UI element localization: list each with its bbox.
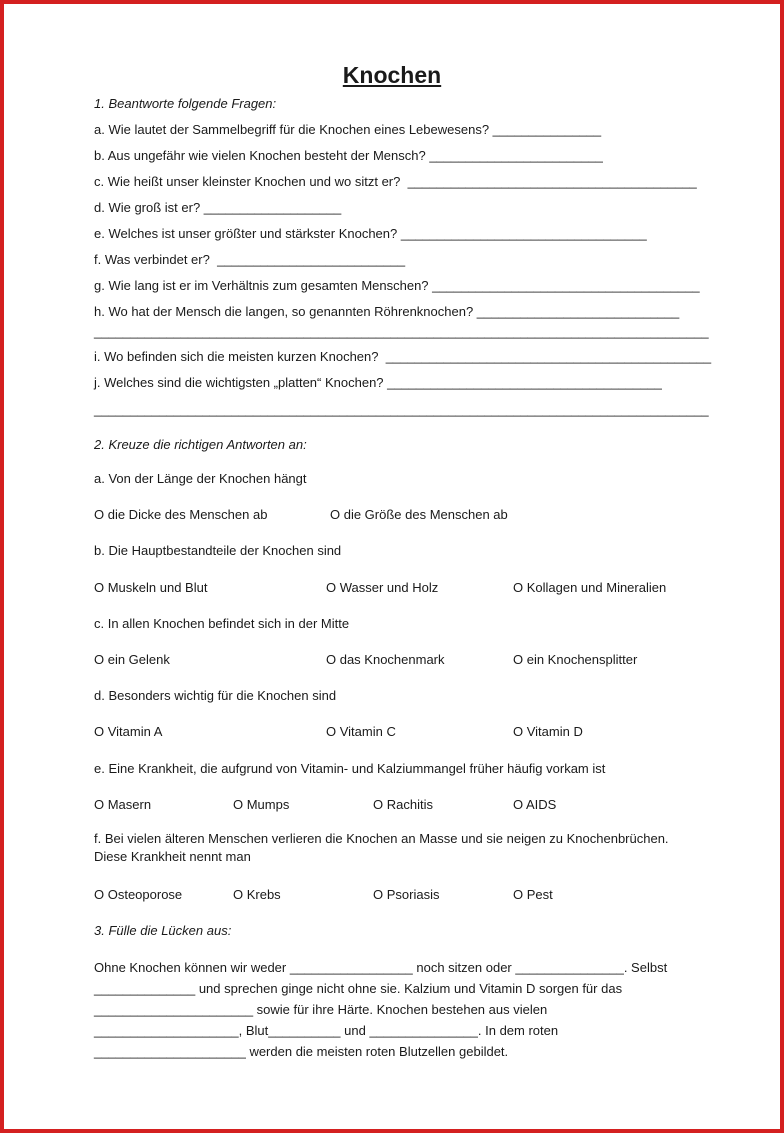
question-1b: b. Aus ungefähr wie vielen Knochen besteht der Mensch? ________________________ [94, 148, 603, 163]
question-2f: f. Bei vielen älteren Menschen verlieren die Knochen an Masse und sie neigen zu Knochenbrüchen. Diese Krankheit nennt man [94, 831, 669, 864]
option-2c-1[interactable]: O ein Gelenk [94, 652, 170, 667]
option-2e-4[interactable]: O AIDS [513, 797, 557, 812]
question-1c: c. Wie heißt unser kleinster Knochen und wo sitzt er? ________________________________________ [94, 174, 697, 189]
option-2c-3[interactable]: O ein Knochensplitter [513, 652, 638, 667]
question-1e: e. Welches ist unser größter und stärkster Knochen? __________________________________ [94, 226, 647, 241]
option-2f-3[interactable]: O Psoriasis [373, 887, 440, 902]
option-2b-3[interactable]: O Kollagen und Mineralien [513, 580, 667, 595]
option-2e-1[interactable]: O Masern [94, 797, 152, 812]
option-2d-1[interactable]: O Vitamin A [94, 724, 163, 739]
question-2e: e. Eine Krankheit, die aufgrund von Vitamin- und Kalziummangel früher häufig vorkam ist [94, 761, 606, 776]
question-2a: a. Von der Länge der Knochen hängt [94, 471, 307, 486]
section-1-heading: 1. Beantworte folgende Fragen: [94, 96, 277, 111]
option-2f-2[interactable]: O Krebs [233, 887, 281, 902]
question-1d: d. Wie groß ist er? ___________________ [94, 200, 342, 215]
question-2b: b. Die Hauptbestandteile der Knochen sind [94, 543, 342, 558]
option-2b-2[interactable]: O Wasser und Holz [326, 580, 439, 595]
question-1g: g. Wie lang ist er im Verhältnis zum gesamten Menschen? _____________________________________ [94, 278, 700, 293]
option-2f-1[interactable]: O Osteoporose [94, 887, 183, 902]
option-2e-2[interactable]: O Mumps [233, 797, 290, 812]
option-2c-2[interactable]: O das Knochenmark [326, 652, 445, 667]
option-2e-3[interactable]: O Rachitis [373, 797, 433, 812]
question-1f: f. Was verbindet er? __________________________ [94, 252, 406, 267]
question-2d: d. Besonders wichtig für die Knochen sind [94, 688, 337, 703]
option-2a-2[interactable]: O die Größe des Menschen ab [330, 507, 508, 522]
option-2b-1[interactable]: O Muskeln und Blut [94, 580, 208, 595]
option-2f-4[interactable]: O Pest [513, 887, 553, 902]
cloze-text: Ohne Knochen können wir weder _________________ noch sitzen oder _______________. Selbst ______________ und sprechen ginge nicht ohne sie. Kalzium und Vitamin D sorgen für das ______________________ sowie für ihre Härte. Knochen bestehen aus vielen ____________________, Blut__________ und _______________. In dem roten _____________________ werden die meisten roten Blutzellen gebildet. [94, 960, 668, 1059]
option-2a-1[interactable]: O die Dicke des Menschen ab [94, 507, 268, 522]
answer-line-1j: _____________________________________________________________________________________ [94, 402, 709, 417]
option-2d-3[interactable]: O Vitamin D [513, 724, 583, 739]
section-2-heading: 2. Kreuze die richtigen Antworten an: [94, 437, 307, 452]
page-title: Knochen [342, 62, 442, 88]
answer-line-1h: _____________________________________________________________________________________ [94, 324, 709, 339]
question-1i: i. Wo befinden sich die meisten kurzen Knochen? _____________________________________________ [94, 349, 712, 364]
question-1h: h. Wo hat der Mensch die langen, so genannten Röhrenknochen? ____________________________ [94, 304, 680, 319]
question-1a: a. Wie lautet der Sammelbegriff für die Knochen eines Lebewesens? _______________ [94, 122, 602, 137]
question-1j: j. Welches sind die wichtigsten „platten“ Knochen? ______________________________________ [94, 375, 662, 390]
section-3-heading: 3. Fülle die Lücken aus: [94, 923, 232, 938]
question-2c: c. In allen Knochen befindet sich in der Mitte [94, 616, 350, 631]
option-2d-2[interactable]: O Vitamin C [326, 724, 396, 739]
